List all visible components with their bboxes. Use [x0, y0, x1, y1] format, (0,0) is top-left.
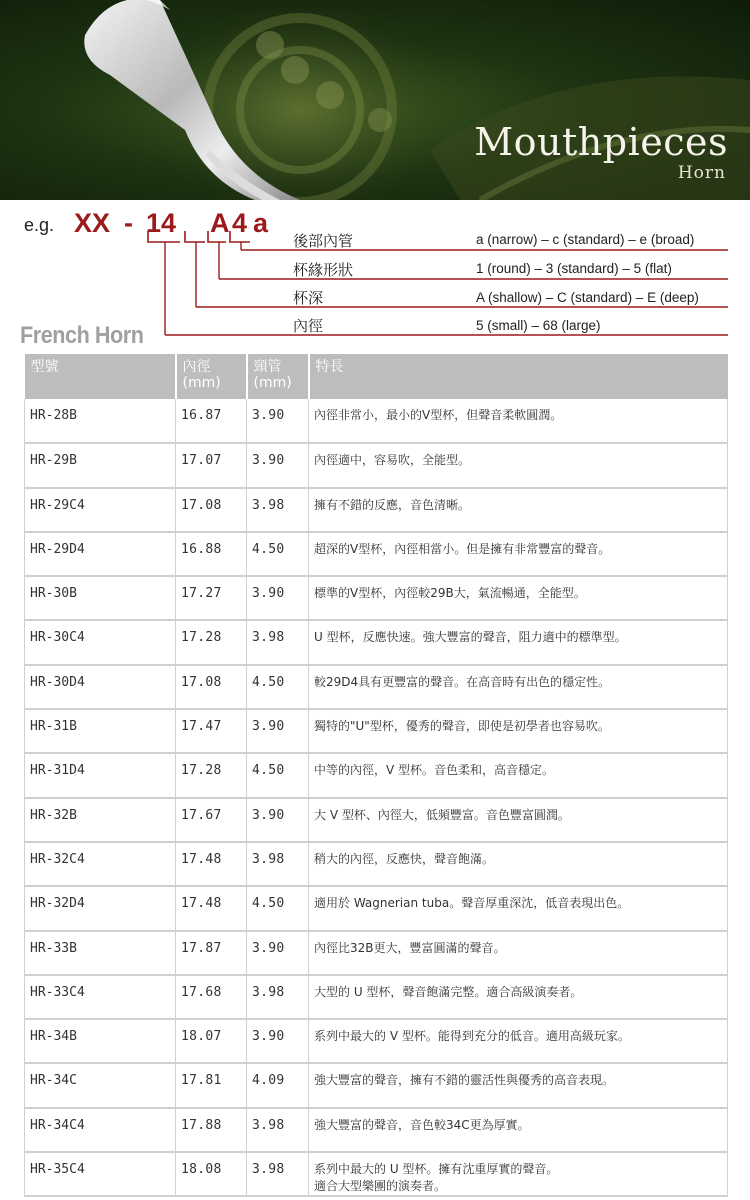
- diameter-cell: 17.87: [176, 931, 247, 975]
- code-series: XX: [74, 208, 111, 238]
- model-cell: HR-31D4: [25, 753, 176, 797]
- diameter-cell: 17.28: [176, 753, 247, 797]
- diameter-cell: 17.28: [176, 620, 247, 664]
- header-shank-unit: (mm): [253, 375, 292, 391]
- header-diameter: 內徑 (mm): [176, 354, 247, 399]
- diameter-cell: 16.87: [176, 399, 247, 443]
- shank-cell: 3.98: [247, 488, 309, 532]
- model-cell: HR-30D4: [25, 665, 176, 709]
- feature-line-2: 適合大型樂團的演奏者。: [314, 1179, 447, 1194]
- section-title: French Horn: [20, 322, 144, 349]
- feature-cell: 系列中最大的 V 型杯。能得到充分的低音。適用高級玩家。: [309, 1019, 728, 1063]
- shank-cell: 3.90: [247, 709, 309, 753]
- diameter-cell: 17.88: [176, 1108, 247, 1152]
- shank-cell: 3.90: [247, 798, 309, 842]
- diameter-cell: 17.47: [176, 709, 247, 753]
- model-cell: HR-31B: [25, 709, 176, 753]
- model-cell: HR-32B: [25, 798, 176, 842]
- diameter-cell: 17.67: [176, 798, 247, 842]
- model-cell: HR-35C4: [25, 1152, 176, 1196]
- code-diameter: 14: [146, 208, 177, 238]
- table-row: [25, 753, 728, 797]
- legend-desc-backbore: a (narrow) – c (standard) – e (broad): [476, 232, 695, 247]
- feature-cell: 強大豐富的聲音，擁有不錯的靈活性與優秀的高音表現。: [309, 1063, 728, 1107]
- banner-subtitle: Horn: [677, 163, 726, 183]
- header-feature: 特長: [309, 354, 728, 399]
- feature-cell: 內徑非常小，最小的V型杯，但聲音柔軟圓潤。: [309, 399, 728, 443]
- shank-cell: 3.98: [247, 975, 309, 1019]
- shank-cell: 3.98: [247, 1152, 309, 1196]
- legend-label-backbore: 後部內管: [293, 232, 354, 250]
- table-row: [25, 1019, 728, 1063]
- model-cell: HR-29B: [25, 443, 176, 487]
- shank-cell: 3.98: [247, 620, 309, 664]
- table-row: [25, 576, 728, 620]
- table-row: [25, 842, 728, 886]
- model-cell: HR-34B: [25, 1019, 176, 1063]
- header-diameter-unit: (mm): [182, 375, 221, 391]
- table-row: [25, 709, 728, 753]
- table-row: [25, 1063, 728, 1107]
- table-row: [25, 620, 728, 664]
- model-cell: HR-30B: [25, 576, 176, 620]
- table-row: [25, 931, 728, 975]
- shank-cell: 3.98: [247, 1108, 309, 1152]
- feature-cell: 中等的內徑，V 型杯。音色柔和，高音穩定。: [309, 753, 728, 797]
- legend-label-rim: 杯緣形狀: [293, 261, 354, 279]
- legend-desc-diameter: 5 (small) – 68 (large): [476, 318, 601, 333]
- feature-cell: 超深的V型杯，內徑相當小。但是擁有非常豐富的聲音。: [309, 532, 728, 576]
- table-row: [25, 443, 728, 487]
- model-cell: HR-32C4: [25, 842, 176, 886]
- table-row: [25, 975, 728, 1019]
- diameter-cell: 17.08: [176, 488, 247, 532]
- model-cell: HR-32D4: [25, 886, 176, 930]
- shank-cell: 4.09: [247, 1063, 309, 1107]
- table-row: [25, 798, 728, 842]
- model-cell: HR-33C4: [25, 975, 176, 1019]
- shank-cell: 3.90: [247, 576, 309, 620]
- model-cell: HR-30C4: [25, 620, 176, 664]
- model-cell: HR-33B: [25, 931, 176, 975]
- diameter-cell: 17.08: [176, 665, 247, 709]
- diameter-cell: 18.08: [176, 1152, 247, 1196]
- feature-cell: U 型杯，反應快速。強大豐富的聲音，阻力適中的標準型。: [309, 620, 728, 664]
- shank-cell: 3.90: [247, 399, 309, 443]
- diameter-cell: 17.68: [176, 975, 247, 1019]
- table-row: [25, 488, 728, 532]
- shank-cell: 3.90: [247, 931, 309, 975]
- table-row: [25, 1152, 728, 1196]
- diameter-cell: 18.07: [176, 1019, 247, 1063]
- header-model: 型號: [25, 354, 176, 399]
- code-backbore: a: [253, 208, 269, 238]
- feature-cell: 稍大的內徑，反應快，聲音飽滿。: [309, 842, 728, 886]
- shank-cell: 3.90: [247, 443, 309, 487]
- table-row: [25, 1108, 728, 1152]
- model-cell: HR-34C4: [25, 1108, 176, 1152]
- feature-cell: 內徑適中，容易吹，全能型。: [309, 443, 728, 487]
- legend-label-diameter: 內徑: [293, 317, 324, 335]
- diameter-cell: 17.07: [176, 443, 247, 487]
- feature-cell: 大 V 型杯、內徑大，低頻豐富。音色豐富圓潤。: [309, 798, 728, 842]
- model-cell: HR-29C4: [25, 488, 176, 532]
- shank-cell: 3.90: [247, 1019, 309, 1063]
- legend-desc-rim: 1 (round) – 3 (standard) – 5 (flat): [476, 261, 672, 276]
- code-separator: -: [124, 208, 133, 238]
- diameter-cell: 17.48: [176, 842, 247, 886]
- feature-cell: 標準的V型杯，內徑較29B大，氣流暢通，全能型。: [309, 576, 728, 620]
- feature-cell: 適用於 Wagnerian tuba。聲音厚重深沈，低音表現出色。: [309, 886, 728, 930]
- diameter-cell: 16.88: [176, 532, 247, 576]
- shank-cell: 4.50: [247, 886, 309, 930]
- code-cup-depth: A: [210, 208, 230, 238]
- diameter-cell: 17.81: [176, 1063, 247, 1107]
- legend-desc-cup-depth: A (shallow) – C (standard) – E (deep): [476, 290, 699, 305]
- model-cell: HR-28B: [25, 399, 176, 443]
- feature-cell: 強大豐富的聲音，音色較34C更為厚實。: [309, 1108, 728, 1152]
- example-label: e.g.: [24, 215, 55, 235]
- code-rim-shape: 4: [232, 208, 248, 238]
- table-row: [25, 532, 728, 576]
- table-row: [25, 665, 728, 709]
- mouthpiece-spec-table: [24, 354, 728, 1197]
- legend-label-cup-depth: 杯深: [293, 289, 324, 307]
- table-row: [25, 399, 728, 443]
- feature-cell: 系列中最大的 U 型杯。擁有沈重厚實的聲音。 適合大型樂團的演奏者。: [309, 1152, 728, 1196]
- feature-cell: 較29D4具有更豐富的聲音。在高音時有出色的穩定性。: [309, 665, 728, 709]
- shank-cell: 4.50: [247, 665, 309, 709]
- diameter-cell: 17.48: [176, 886, 247, 930]
- shank-cell: 3.98: [247, 842, 309, 886]
- table-row: [25, 886, 728, 930]
- shank-cell: 4.50: [247, 753, 309, 797]
- feature-cell: 大型的 U 型杯，聲音飽滿完整。適合高級演奏者。: [309, 975, 728, 1019]
- table-header-row: [25, 354, 728, 399]
- banner-title: Mouthpieces: [474, 120, 728, 164]
- model-cell: HR-29D4: [25, 532, 176, 576]
- diameter-cell: 17.27: [176, 576, 247, 620]
- header-shank: 頸管 (mm): [247, 354, 309, 399]
- shank-cell: 4.50: [247, 532, 309, 576]
- feature-cell: 獨特的"U"型杯，優秀的聲音，即使是初學者也容易吹。: [309, 709, 728, 753]
- model-cell: HR-34C: [25, 1063, 176, 1107]
- feature-cell: 內徑比32B更大，豐富圓滿的聲音。: [309, 931, 728, 975]
- feature-cell: 擁有不錯的反應，音色清晰。: [309, 488, 728, 532]
